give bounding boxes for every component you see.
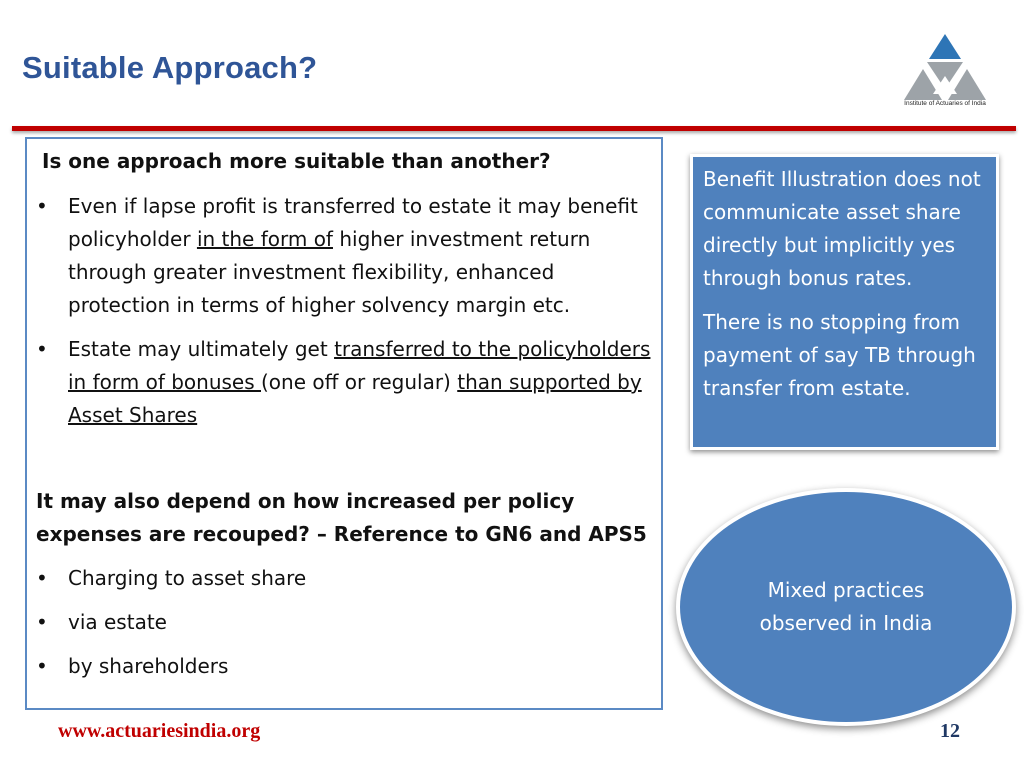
expenses-heading: It may also depend on how increased per policy expenses are recouped? – Reference to GN6 and APS5 (36, 489, 647, 546)
bullet-text: Even if lapse profit is transferred to estate it may benefit policyholder (68, 194, 638, 251)
bullet-icon: • (36, 654, 48, 678)
side-paragraph: There is no stopping from payment of say TB through transfer from estate. (703, 310, 976, 400)
underlined-text: in the form of (196, 227, 333, 251)
list-item (36, 190, 661, 333)
option-text: by shareholders (68, 654, 229, 678)
slide-title: Suitable Approach? (22, 50, 318, 85)
underlined-text: than supported by Asset Shares (68, 370, 642, 427)
page-number: 12 (940, 720, 960, 742)
approach-bullets (36, 190, 661, 432)
footer-url[interactable]: www.actuariesindia.org (58, 720, 261, 742)
underlined-text: transferred to the policyholders in form of bonuses (68, 337, 651, 394)
side-paragraph: Benefit Illustration does not communicate asset share directly but implicitly yes through bonus rates. (703, 167, 981, 290)
recoup-options (36, 562, 661, 694)
list-item (36, 650, 661, 683)
bullet-icon: • (36, 337, 48, 361)
circle-text: Mixed practices (767, 578, 925, 602)
option-text: via estate (68, 610, 167, 634)
mixed-practices-circle (676, 488, 1016, 726)
bullet-icon: • (36, 194, 48, 218)
list-item (36, 606, 661, 639)
title-divider (12, 126, 1016, 131)
bullet-text: Estate may ultimately get (68, 337, 335, 361)
question-heading: Is one approach more suitable than another? (42, 149, 551, 173)
bullet-text: (one off or regular) (261, 370, 458, 394)
list-item (36, 562, 661, 595)
circle-text: observed in India (759, 611, 933, 635)
bullet-icon: • (36, 566, 48, 590)
logo-caption: Institute of Actuaries of India (904, 100, 986, 107)
bullet-icon: • (36, 610, 48, 634)
benefit-illustration-box (690, 154, 999, 450)
option-text: Charging to asset share (68, 566, 307, 590)
bullet-text: higher investment return through greater investment flexibility, enhanced protection in terms of higher solvency margin etc. (68, 227, 591, 317)
list-item (36, 333, 661, 432)
